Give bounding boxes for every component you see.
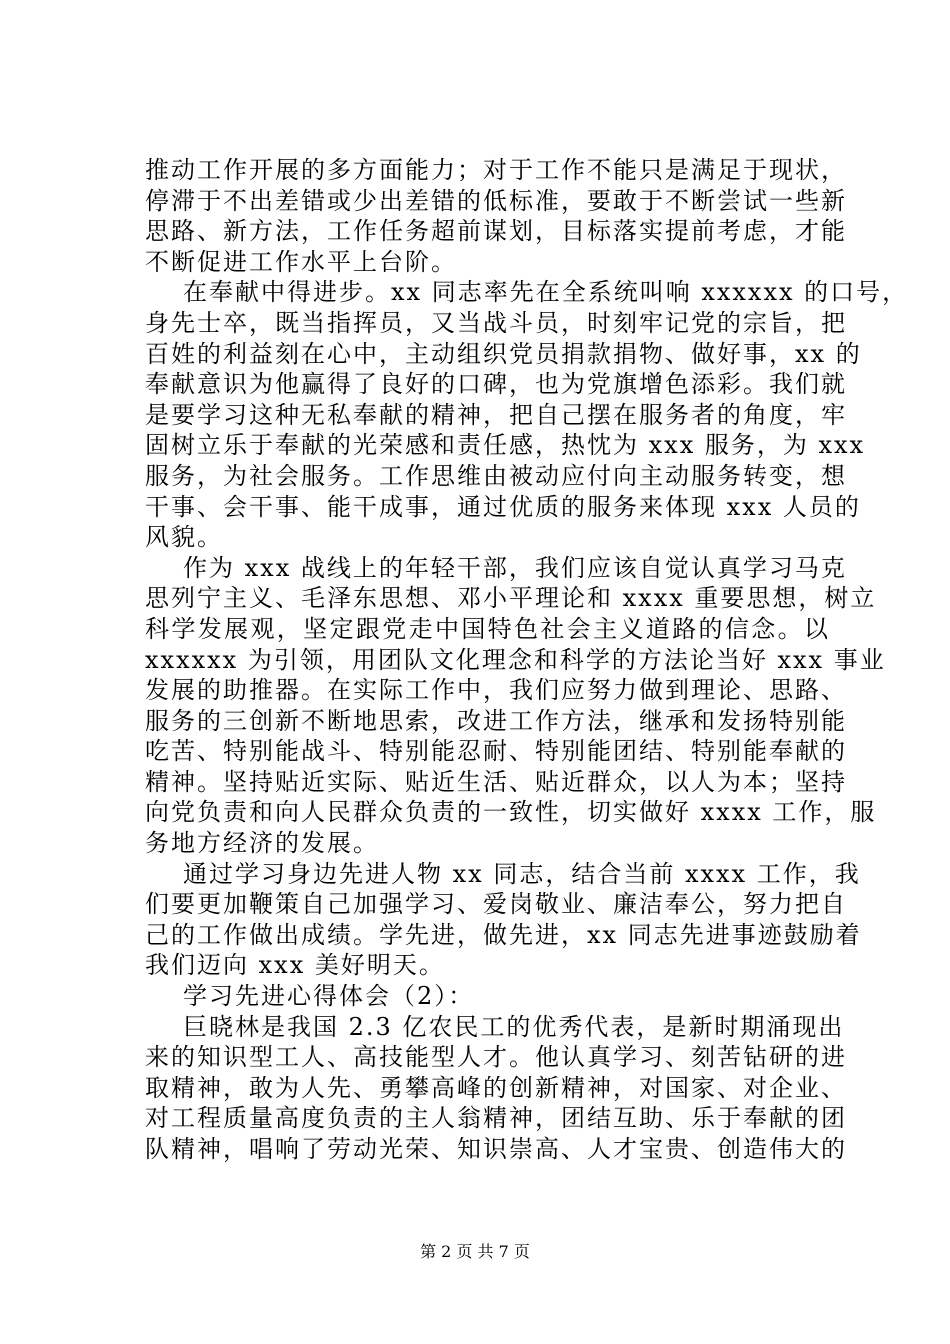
text-line: 停滞于不出差错或少出差错的低标准，要敢于不断尝试一些新 [145,186,847,215]
text-line: 风貌。 [145,523,223,552]
text-line: 奉献意识为他赢得了良好的口碑，也为党旗增色添彩。我们就 [145,370,847,399]
text-line: 己的工作做出成绩。学先进，做先进，xx 同志先进事迹鼓励着 [145,920,862,949]
document-body [145,155,909,1165]
paragraph-first-line: 作为 xxx 战线上的年轻干部，我们应该自觉认真学习马克 [183,553,847,582]
text-line: 身先士卒，既当指挥员，又当战斗员，时刻牢记党的宗旨，把 [145,308,847,337]
text-line: 向党负责和向人民群众负责的一致性，切实做好 xxxx 工作，服 [145,798,877,827]
paragraph-first-line: 通过学习身边先进人物 xx 同志，结合当前 xxxx 工作，我 [183,859,861,888]
text-line: 服务的三创新不断地思索，改进工作方法，继承和发扬特别能 [145,706,847,735]
text-line: 对工程质量高度负责的主人翁精神，团结互助、乐于奉献的团 [145,1104,847,1133]
text-line: 吃苦、特别能战斗、特别能忍耐、特别能团结、特别能奉献的 [145,737,847,766]
text-line: 我们迈向 xxx 美好明天。 [145,951,445,980]
text-line: 科学发展观，坚定跟党走中国特色社会主义道路的信念。以 [145,614,830,643]
text-line: 服务，为社会服务。工作思维由被动应付向主动服务转变，想 [145,461,847,490]
text-line: 取精神，敢为人先、勇攀高峰的创新精神，对国家、对企业、 [145,1073,847,1102]
text-line: 思列宁主义、毛泽东思想、邓小平理论和 xxxx 重要思想，树立 [145,584,877,613]
text-line: 思路、新方法，工作任务超前谋划，目标落实提前考虑，才能 [145,217,847,246]
text-line: 推动工作开展的多方面能力；对于工作不能只是满足于现状， [145,156,847,184]
section-heading: 学习先进心得体会（2）： [183,982,475,1011]
text-line: xxxxxx 为引领，用团队文化理念和科学的方法论当好 xxx 事业 [145,645,886,674]
text-line: 精神。坚持贴近实际、贴近生活、贴近群众，以人为本；坚持 [145,767,847,796]
text-line: 们要更加鞭策自己加强学习、爱岗敬业、廉洁奉公，努力把自 [145,890,847,919]
page-footer [0,1242,950,1262]
text-line: 不断促进工作水平上台阶。 [145,247,457,276]
text-line: 务地方经济的发展。 [145,829,379,858]
paragraph-first-line: 巨晓林是我国 2.3 亿农民工的优秀代表，是新时期涌现出 [183,1012,845,1041]
text-line: 干事、会干事、能干成事，通过优质的服务来体现 xxx 人员的 [145,492,861,521]
text-line: 来的知识型工人、高技能型人才。他认真学习、刻苦钻研的进 [145,1043,847,1072]
text-line: 百姓的利益刻在心中，主动组织党员捐款捐物、做好事，xx 的 [145,339,862,368]
text-line: 固树立乐于奉献的光荣感和责任感，热忱为 xxx 服务，为 xxx [145,431,866,460]
text-line: 是要学习这种无私奉献的精神，把自己摆在服务者的角度，牢 [145,400,847,429]
text-line: 发展的助推器。在实际工作中，我们应努力做到理论、思路、 [145,676,847,705]
page-indicator: 第 2 页 共 7 页 [420,1242,530,1261]
paragraph-first-line: 在奉献中得进步。xx 同志率先在全系统叫响 xxxxxx 的口号， [183,278,909,307]
text-line: 队精神，唱响了劳动光荣、知识崇高、人才宝贵、创造伟大的 [145,1135,847,1163]
